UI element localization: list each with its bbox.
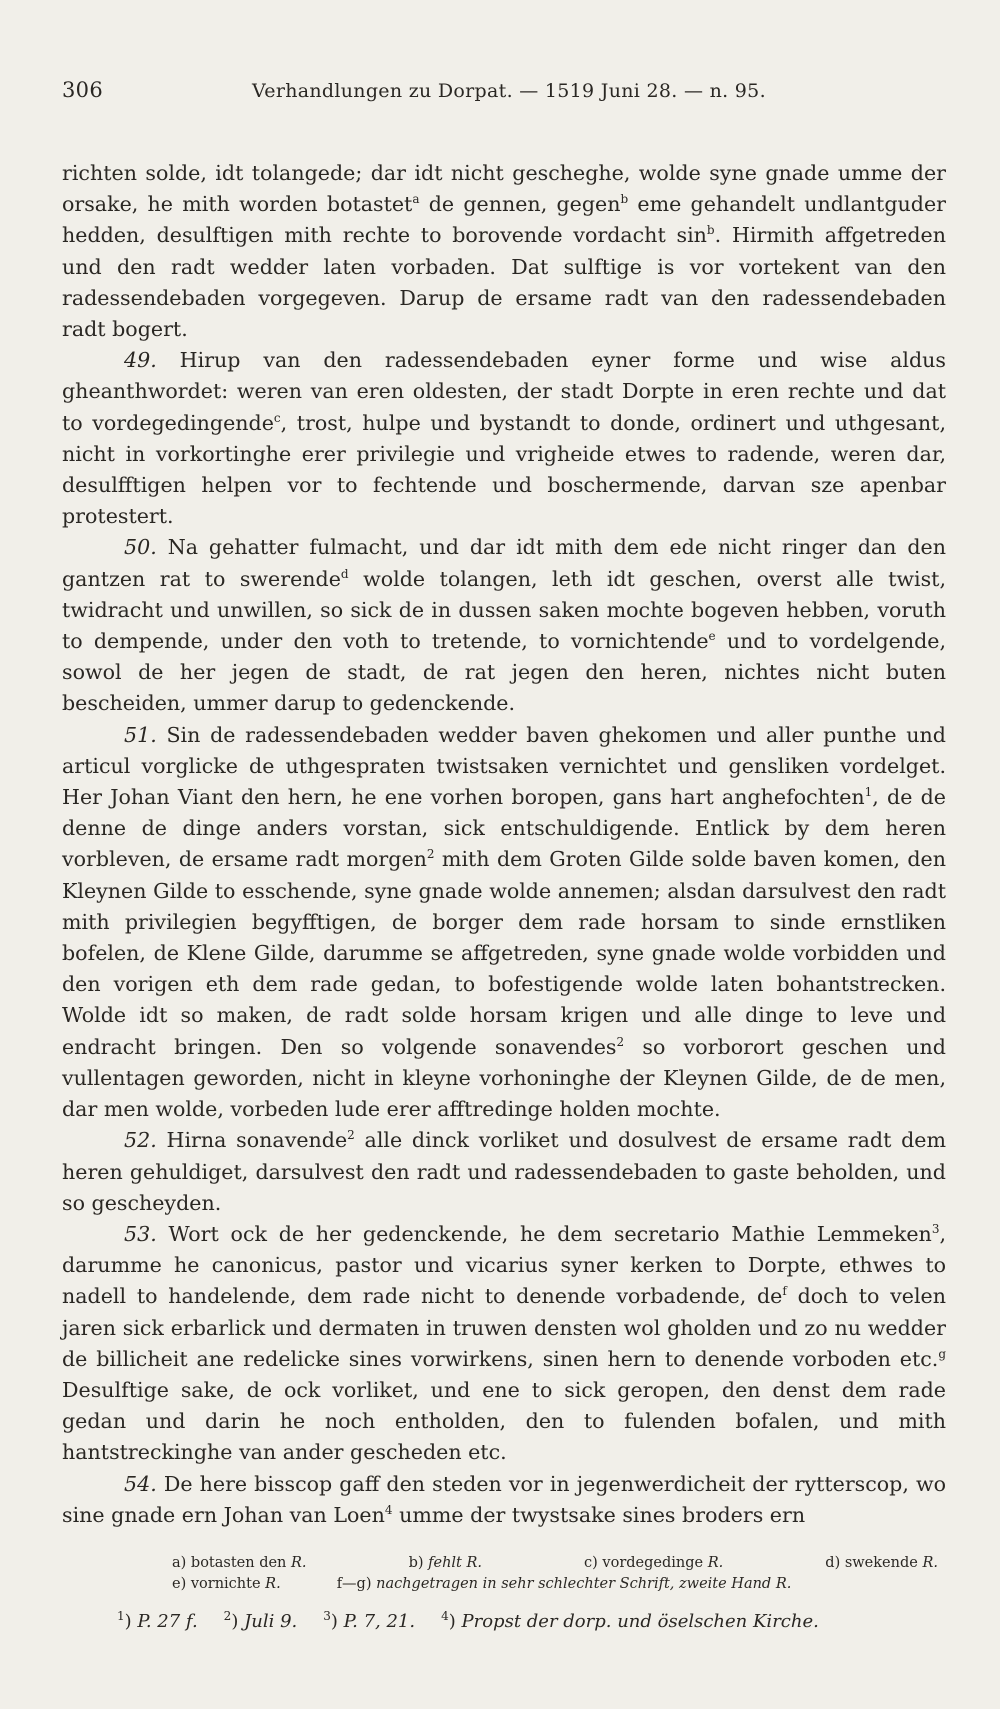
note-ref: d: [340, 566, 349, 581]
critical-note-a: a) botasten den R.: [172, 1554, 307, 1571]
note-ref: g: [938, 1346, 946, 1361]
footnote-ref: 2: [347, 1128, 355, 1143]
section-50: 50. Na gehatter fulmacht, und dar idt mith dem ede nicht ringer dan den gantzen rat to swerende$^d$ wolde tolangen, leth idt geschen, overst alle twist, twidracht und unwillen, so sick de in dussen saken mochte bogeven hebben, voruth to dempende, under den voth to tretende, to vornichtende$^e$ und to vordelgende, sowol de her jegen de stadt, de rat jegen den heren, nichtes nicht buten bescheiden, ummer darup to gedenckende.: [62, 535, 947, 716]
running-head: [62, 70, 946, 110]
critical-note-e: e) vornichte R.: [172, 1575, 281, 1592]
footnote-ref: 2: [426, 847, 435, 862]
note-ref: e: [708, 629, 716, 644]
critical-notes-row-1: [172, 1553, 946, 1574]
critical-note-d: d) swekende R.: [825, 1554, 938, 1571]
critical-notes-row-2: [172, 1574, 946, 1595]
footnote-ref: 4: [384, 1502, 393, 1517]
footnote-1: $^1$) P. 27 f.: [117, 1608, 198, 1632]
body-text: [62, 158, 946, 1531]
page-number: 306: [62, 78, 103, 102]
section-number: 52.: [124, 1128, 157, 1153]
critical-note-c: c) vordegedinge R.: [584, 1554, 724, 1571]
section-49: 49. Hirup van den radessendebaden eyner forme und wise aldus gheanthwordet: weren van eren oldesten, der stadt Dorpte in eren rechte und dat to vordegedingende$^c$, trost, hulpe und bystandt to donde, ordinert und uthgesant, nicht in vorkortinghe erer privilegie und vrigheide etwes to radende, weren dar, desulfftigen helpen vor to fechtende und boschermende, darvan sze apenbar protestert.: [62, 348, 947, 529]
critical-apparatus: [62, 1553, 946, 1595]
section-number: 49.: [124, 348, 157, 373]
footnote-ref: 1: [864, 785, 873, 800]
footnotes: [62, 1609, 946, 1632]
section-number: 51.: [124, 722, 157, 747]
critical-note-b: b) fehlt R.: [408, 1554, 483, 1571]
footnote-ref: 3: [931, 1222, 940, 1237]
section-53: 53. Wort ock de her gedenckende, he dem secretario Mathie Lemmeken$^3$, darumme he canonicus, pastor und vicarius syner kerken to Dorpte, ethwes to nadell to handelende, dem rade nicht to denende vorbadende, $de^f$ doch to velen jaren sick erbarlick und dermaten in truwen densten wol gholden und zo nu wedder de billicheit ane redelicke sines vorwirkens, sinen hern to denende vorboden etc.$^g$ Desulftige sake, de ock vorliket, und ene to sick geropen, den denst dem rade gedan und darin he noch entholden, den to fulenden bofalen, und mith hantstreckinghe van ander gescheden etc.: [62, 1221, 946, 1465]
critical-note-fg: f—g) nachgetragen in sehr schlechter Schrift, zweite Hand R.: [336, 1575, 792, 1592]
paragraph-continued: richten solde, idt tolangede; dar idt nicht gescheghe, wolde syne gnade umme der orsake, he mith worden botastet$^a$ de gennen, gegen$^b$ eme gehandelt undlantguder hedden, desulftigen mith rechte to borovende vordacht $\sin^b$. Hirmith affgetreden und den radt wedder laten vorbaden. Dat sulftige is vor vortekent van den radessendebaden vorgegeven. Darup de ersame radt van den radessendebaden radt bogert.: [62, 161, 946, 342]
footnote-ref: 2: [616, 1034, 625, 1049]
running-head-title: Verhandlungen zu Dorpat. — 1519 Juni 28. — n. 95.: [252, 80, 766, 102]
note-ref: c: [273, 410, 281, 425]
note-ref: a: [412, 192, 420, 207]
section-number: 54.: [124, 1471, 157, 1496]
section-52: 52. Hirna sonavende$^2$ alle dinck vorliket und dosulvest de ersame radt dem heren gehuldiget, darsulvest den radt und radessendebaden to gaste beholden, und so gescheyden.: [62, 1128, 946, 1215]
footnote-2: $^2$) Juli 9.: [223, 1608, 298, 1632]
note-ref: b: [620, 192, 629, 207]
page: [62, 70, 946, 1632]
note-ref: b: [706, 223, 715, 238]
note-ref: f: [782, 1284, 787, 1299]
footnote-3: $^3$) P. 7, 21.: [323, 1608, 416, 1632]
section-51: 51. Sin de radessendebaden wedder baven ghekomen und aller punthe und articul vorglicke de uthgespraten twistsaken vernichtet und gensliken vordelget. Her Johan Viant den hern, he ene vorhen boropen, gans hart anghefochten$^1$, de de denne de dinge anders vorstan, sick entschuldigende. Entlick by dem heren vorbleven, de ersame radt morgen$^2$ mith dem Groten Gilde solde baven komen, den Kleynen Gilde to esschende, syne gnade wolde annemen; alsdan darsulvest den radt mith privilegien begyfftigen, de borger dem rade horsam to sinde ernstliken bofelen, de Klene Gilde, darumme se affgetreden, syne gnade wolde vorbidden und den vorigen eth dem rade gedan, to bofestigende wolde laten bohantstrecken. Wolde idt so maken, de radt solde horsam krigen und alle dinge to leve und endracht bringen. Den so volgende sonavendes$^2$ so vorborort geschen und vullentagen geworden, nicht in kleyne vorhoninghe der Kleynen Gilde, de de men, dar men wolde, vorbeden lude erer afftredinge holden mochte.: [62, 722, 946, 1122]
footnote-4: $^4$) Propst der dorp. und öselschen Kirche.: [441, 1608, 819, 1632]
section-number: 50.: [124, 535, 157, 560]
section-54: 54. De here bisscop gaff den steden vor in jegenwerdicheit der rytterscop, wo sine gnade ern Johan van Loen$^4$ umme der twystsake sines broders ern: [62, 1471, 946, 1527]
section-number: 53.: [124, 1221, 157, 1246]
